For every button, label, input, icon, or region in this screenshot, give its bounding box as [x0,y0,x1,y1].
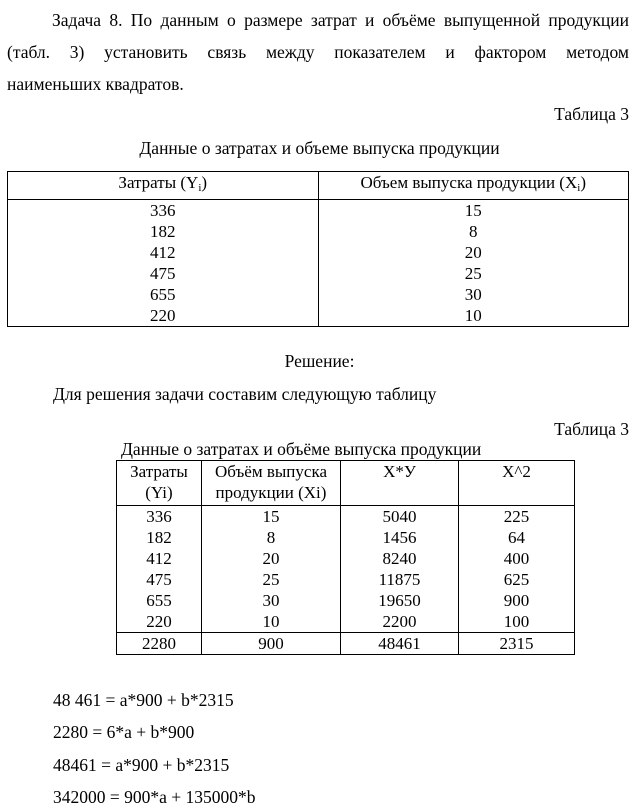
table-row [8,221,629,242]
table1 [7,171,629,327]
table2-total-cell: 900 [202,633,341,655]
table2-totals-row [117,633,575,655]
table2-cell: 64 [459,527,575,548]
table2-header-x2: X^2 [459,461,575,506]
table-row [117,548,575,569]
table-row [8,305,629,327]
table2-cell: 5040 [341,506,459,528]
table2-cell: 336 [117,506,202,528]
table1-cell: 8 [318,221,629,242]
table2-cell: 220 [117,611,202,633]
table-row [117,590,575,611]
equation-3: 48461 = a*900 + b*2315 [53,755,230,775]
solution-intro: Для решения задачи составим следующую таблицу [53,384,437,404]
table2-cell: 19650 [341,590,459,611]
table2 [116,460,575,655]
table1-header-row [8,172,629,200]
table2-caption: Данные о затратах и объёме выпуска продукции [121,439,482,459]
table2-cell: 412 [117,548,202,569]
task-line-3: наименьших квадратов. [7,74,184,94]
table2-cell: 11875 [341,569,459,590]
table1-cell: 182 [8,221,319,242]
equation-2: 2280 = 6*a + b*900 [53,722,195,742]
table2-header-xy: X*У [341,461,459,506]
table1-cell: 30 [318,284,629,305]
task-line-2: (табл. 3) установить связь между показателем и фактором методом [7,42,629,62]
table1-cell: 25 [318,263,629,284]
table1-caption: Данные о затратах и объеме выпуска продукции [139,138,500,158]
table2-header-output: Объём выпуска продукции (Xi) [202,461,341,506]
table2-cell: 8240 [341,548,459,569]
equation-1: 48 461 = a*900 + b*2315 [53,690,234,710]
table1-cell: 412 [8,242,319,263]
table2-cell: 15 [202,506,341,528]
table2-cell: 1456 [341,527,459,548]
table2-cell: 900 [459,590,575,611]
table-row [8,263,629,284]
table1-cell: 20 [318,242,629,263]
table-row [117,527,575,548]
task-paragraph [7,4,629,100]
table2-total-cell: 48461 [341,633,459,655]
table1-cell: 475 [8,263,319,284]
table1-cell: 15 [318,200,629,222]
table-row [117,569,575,590]
table1-col2-header: Объем выпуска продукции $(X_i)$ [318,172,629,200]
solution-heading: Решение: [284,351,355,371]
table2-cell: 10 [202,611,341,633]
table1-cell: 220 [8,305,319,327]
table2-cell: 100 [459,611,575,633]
task-line-1: Задача 8. По данным о размере затрат и объёме выпущенной продукции [52,10,629,30]
table-row [8,200,629,222]
table2-cell: 625 [459,569,575,590]
equation-4: 342000 = 900*a + 135000*b [53,787,256,807]
table1-cell: 655 [8,284,319,305]
table2-cell: 475 [117,569,202,590]
table2-cell: 8 [202,527,341,548]
table-row [8,284,629,305]
table-row [117,611,575,633]
table1-label: Таблица 3 [554,104,629,124]
table2-cell: 225 [459,506,575,528]
table2-header-costs: Затраты (Yi) [117,461,202,506]
table2-cell: 2200 [341,611,459,633]
table-row [117,506,575,528]
table2-label: Таблица 3 [554,419,629,439]
table2-cell: 20 [202,548,341,569]
table2-cell: 400 [459,548,575,569]
table1-cell: 10 [318,305,629,327]
table1-col1-header: Затраты $(Y_i)$ [8,172,319,200]
table1-cell: 336 [8,200,319,222]
table2-total-cell: 2280 [117,633,202,655]
table2-cell: 182 [117,527,202,548]
table2-cell: 25 [202,569,341,590]
table2-header-row [117,461,575,506]
table-row [8,242,629,263]
table2-cell: 655 [117,590,202,611]
table2-cell: 30 [202,590,341,611]
table2-total-cell: 2315 [459,633,575,655]
